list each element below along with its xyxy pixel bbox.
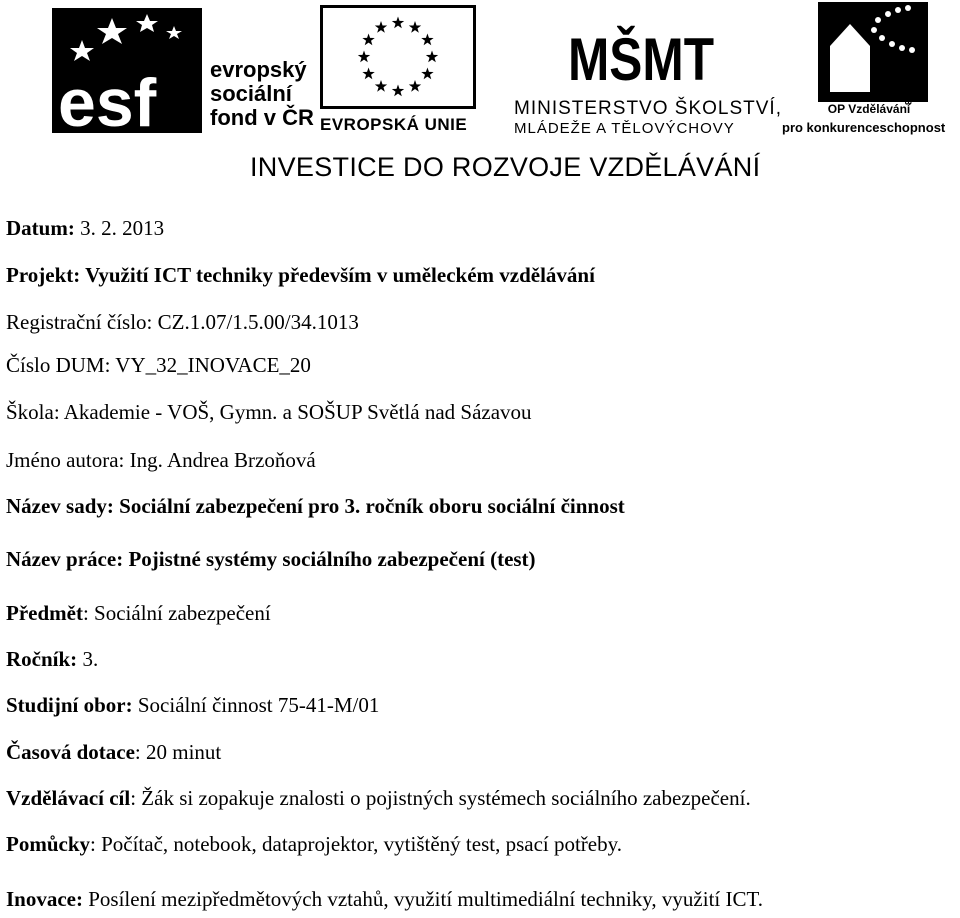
op-line-1: OP Vzdělávání bbox=[827, 102, 911, 116]
field-studijni-obor bbox=[6, 693, 379, 717]
skola-value: Akademie - VOŠ, Gymn. a SOŠUP Světlá nad Sázavou bbox=[59, 400, 532, 424]
field-inovace bbox=[6, 887, 763, 911]
field-vzdelavaci-cil bbox=[6, 786, 751, 810]
esf-emblem-icon bbox=[52, 8, 202, 141]
rocnik-label: Ročník: bbox=[6, 647, 78, 671]
field-pomucky bbox=[6, 832, 622, 856]
predmet-value: : Sociální zabezpečení bbox=[82, 601, 271, 625]
field-registracni-cislo bbox=[6, 310, 359, 334]
esf-line-2: sociální bbox=[210, 81, 292, 106]
autor-value: Ing. Andrea Brzoňová bbox=[124, 448, 316, 472]
cil-value: : Žák si zopakuje znalosti o pojistných systémech sociálního zabezpečení. bbox=[130, 786, 751, 810]
registracni-label: Registrační číslo: bbox=[6, 310, 153, 334]
projekt-label: Projekt: bbox=[6, 263, 81, 287]
msmt-line-2: MLÁDEŽE A TĚLOVÝCHOVY bbox=[514, 120, 735, 137]
op-logo bbox=[780, 2, 958, 137]
cislo-dum-value: VY_32_INOVACE_20 bbox=[110, 353, 311, 377]
rocnik-value: 3. bbox=[77, 647, 99, 671]
projekt-value: Využití ICT techniky především v uměleckém vzdělávání bbox=[80, 263, 595, 287]
autor-label: Jméno autora: bbox=[6, 448, 125, 472]
logo-header bbox=[0, 0, 960, 190]
sada-value: Sociální zabezpečení pro 3. ročník oboru sociální činnost bbox=[113, 494, 625, 518]
field-datum bbox=[6, 216, 164, 240]
eu-logo bbox=[320, 5, 480, 133]
field-nazev-sady bbox=[6, 494, 625, 518]
esf-letters: esf bbox=[58, 65, 157, 141]
eu-label: EVROPSKÁ UNIE bbox=[320, 115, 468, 134]
eu-flag-icon bbox=[320, 5, 476, 109]
sada-label: Název sady: bbox=[6, 494, 114, 518]
dotace-value: : 20 minut bbox=[134, 740, 222, 764]
msmt-mark-icon bbox=[566, 2, 716, 92]
investice-banner: INVESTICE DO ROZVOJE VZDĚLÁVÁNÍ bbox=[250, 152, 761, 182]
skola-label: Škola: bbox=[6, 400, 60, 424]
msmt-mark-text: MŠMT bbox=[568, 26, 714, 93]
cislo-dum-label: Číslo DUM: bbox=[6, 353, 111, 377]
dotace-label: Časová dotace bbox=[6, 740, 135, 764]
inovace-label: Inovace: bbox=[6, 887, 83, 911]
obor-value: Sociální činnost 75-41-M/01 bbox=[132, 693, 380, 717]
esf-line-1: evropský bbox=[210, 57, 307, 82]
op-years: 2007-13 bbox=[903, 72, 913, 106]
msmt-line-1: MINISTERSTVO ŠKOLSTVÍ, bbox=[514, 98, 782, 119]
datum-label: Datum: bbox=[6, 216, 75, 240]
field-cislo-dum bbox=[6, 353, 311, 377]
registracni-value: CZ.1.07/1.5.00/34.1013 bbox=[152, 310, 359, 334]
inovace-value: Posílení mezipředmětových vztahů, využití multimediální techniky, využití ICT. bbox=[83, 887, 764, 911]
datum-value: 3. 2. 2013 bbox=[74, 216, 165, 240]
prace-value: Pojistné systémy sociálního zabezpečení (test) bbox=[123, 547, 536, 571]
esf-text bbox=[210, 58, 314, 130]
esf-logo bbox=[18, 2, 318, 142]
field-predmet bbox=[6, 601, 271, 625]
field-casova-dotace bbox=[6, 740, 221, 764]
pomucky-value: : Počítač, notebook, dataprojektor, vytištěný test, psací potřeby. bbox=[90, 832, 623, 856]
prace-label: Název práce: bbox=[6, 547, 124, 571]
predmet-label: Předmět bbox=[6, 601, 83, 625]
field-projekt bbox=[6, 263, 595, 287]
field-nazev-prace bbox=[6, 547, 536, 571]
field-rocnik bbox=[6, 647, 98, 671]
esf-line-3: fond v ČR bbox=[210, 105, 314, 130]
op-line-2: pro konkurenceschopnost bbox=[782, 120, 946, 135]
field-autor bbox=[6, 448, 316, 472]
cil-label: Vzdělávací cíl bbox=[6, 786, 131, 810]
pomucky-label: Pomůcky bbox=[6, 832, 90, 856]
msmt-logo bbox=[508, 2, 782, 137]
field-skola bbox=[6, 400, 532, 424]
obor-label: Studijní obor: bbox=[6, 693, 133, 717]
